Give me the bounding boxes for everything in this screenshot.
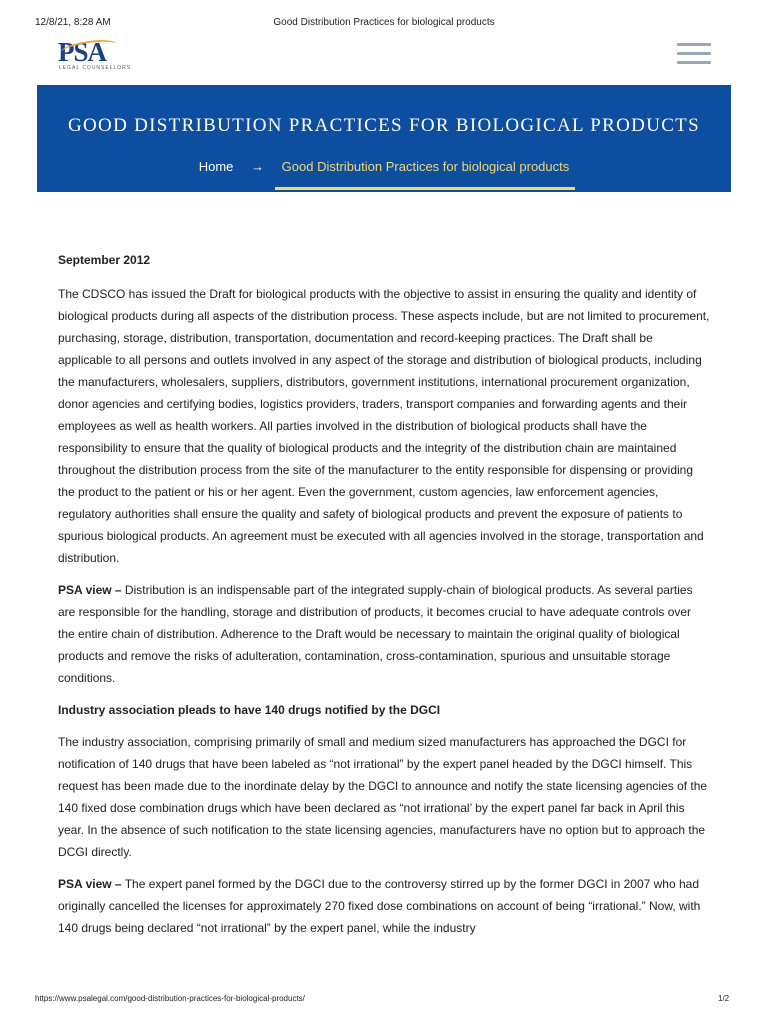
psa-view-text: Distribution is an indispensable part of the integrated supply-chain of biological products. As several parties are responsible for the handling, storage and distribution of products, it becomes crucial to have adequate controls over the entire chain of distribution. Adherence to the Draft would be necessary to maintain the original quality of biological products and remove the risks of adulteration, contamination, cross-contamination, spurious and unsuitable storage conditions. <box>58 583 693 685</box>
breadcrumb <box>37 159 731 174</box>
print-header <box>0 0 768 40</box>
article-date: September 2012 <box>58 253 151 267</box>
psa-view-label: PSA view – <box>58 877 122 891</box>
psa-logo[interactable] <box>58 37 132 72</box>
print-page-title: Good Distribution Practices for biological products <box>273 17 495 28</box>
breadcrumb-home-link[interactable]: Home <box>198 159 234 174</box>
section-heading: Industry association pleads to have 140 drugs notified by the DGCI <box>58 703 441 717</box>
print-datetime: 12/8/21, 8:28 AM <box>35 17 111 28</box>
print-url: https://www.psalegal.com/good-distribution-practices-for-biological-products/ <box>35 994 305 1003</box>
menu-hamburger-icon[interactable] <box>677 43 711 65</box>
page-banner <box>37 85 731 192</box>
psa-view-label: PSA view – <box>58 583 122 597</box>
article-paragraph-2: The industry association, comprising primarily of small and medium sized manufacturers has approached the DGCI for notification of 140 drugs that have been labeled as “not irrational” by the expert panel headed by the DGCI himself. This request has been made due to the inordinate delay by the DGCI to announce and notify the state licensing agencies of the 140 fixed dose combination drugs which have been declared as “not irrational’ by the expert panel far back in April this year. In the absence of such notification to the state licensing agencies, manufacturers have no option but to approach the DCGI directly. <box>58 735 708 859</box>
psa-view-text: The expert panel formed by the DGCI due to the controversy stirred up by the former DGCI in 2007 who had originally cancelled the licenses for approximately 270 fixed dose combinations on account of being “irrational.” Now, with 140 drugs being declared “not irrational” by the expert panel, while the industry <box>58 877 701 935</box>
breadcrumb-arrow-icon: → <box>251 159 265 174</box>
print-page-number: 1/2 <box>718 994 730 1003</box>
breadcrumb-current: Good Distribution Practices for biological products <box>281 159 570 174</box>
logo-text: PSA <box>58 37 107 67</box>
article-body <box>58 249 710 949</box>
breadcrumb-underline <box>275 187 575 190</box>
article-paragraph-1: The CDSCO has issued the Draft for biological products with the objective to assist in ensuring the quality and identity of biological products during all aspects of the distribution process. These aspects include, but are not limited to procurement, purchasing, storage, distribution, transportation, documentation and record-keeping practices. The Draft shall be applicable to all persons and outlets involved in any aspect of the storage and distribution of biological products, including the manufacturers, wholesalers, suppliers, distributors, government institutions, international procurement organization, donor agencies and certifying bodies, logistics providers, traders, transport companies and forwarding agents and their employees as well as health workers. All parties involved in the distribution of biological products shall have the responsibility to ensure that the quality of biological products and the integrity of the distribution chain are maintained throughout the distribution process from the site of the manufacturer to the entity responsible for dispensing or providing the product to the patient or his or her agent. Even the government, custom agencies, law enforcement agencies, regulatory authorities shall ensure the quality and safety of biological products and prevent the exposure of patients to spurious biological products. An agreement must be executed with all agencies involved in the storage, transportation and distribution. <box>58 287 710 565</box>
psa-view-2 <box>58 873 710 939</box>
logo-tagline: LEGAL COUNSELLORS <box>59 65 132 71</box>
page-title: GOOD DISTRIBUTION PRACTICES FOR BIOLOGICAL PRODUCTS <box>68 115 700 136</box>
psa-view-1 <box>58 579 710 689</box>
